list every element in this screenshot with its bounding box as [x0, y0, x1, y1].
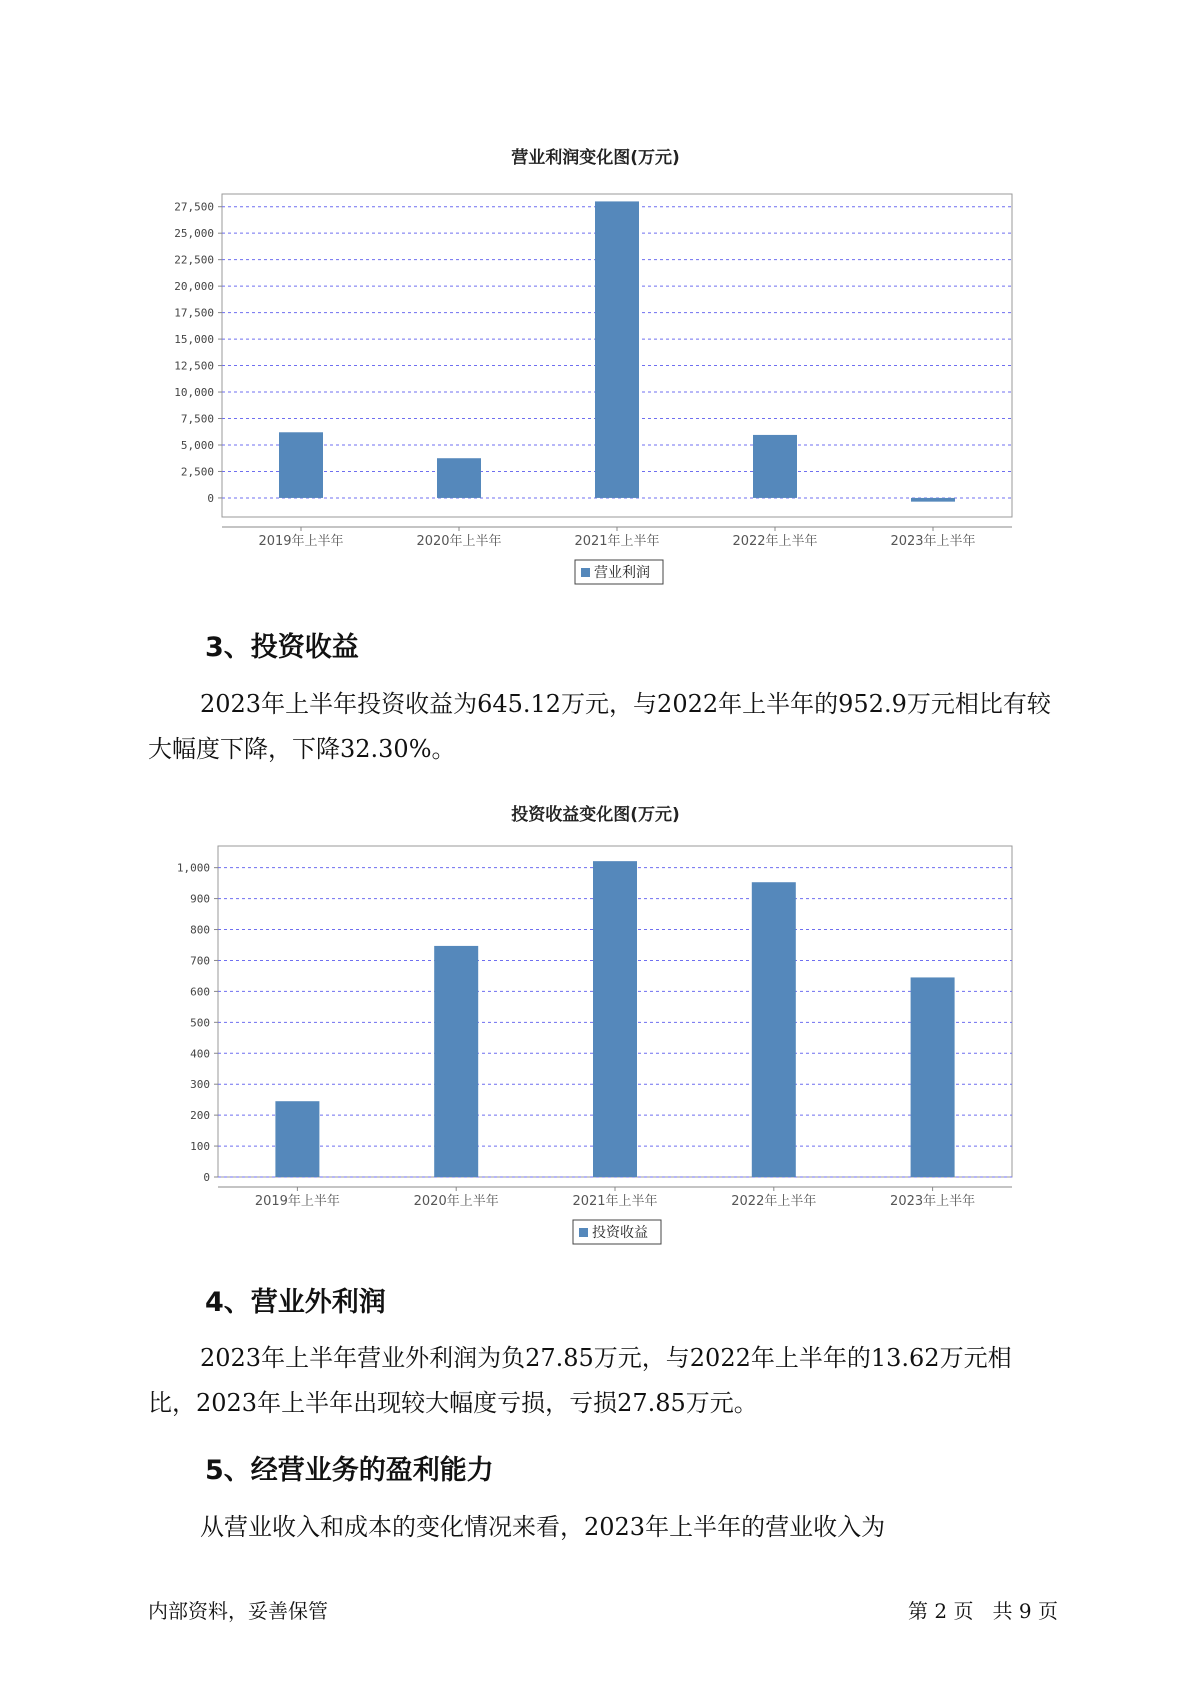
y-tick-label: 25,000	[174, 227, 214, 241]
y-tick-label: 10,000	[174, 386, 214, 400]
legend-label: 投资收益	[592, 1225, 648, 1241]
y-tick-label: 100	[190, 1140, 210, 1154]
y-tick-label: 200	[190, 1109, 210, 1123]
footer-confidential-note: 内部资料，妥善保管	[148, 1599, 328, 1623]
y-tick-label: 15,000	[174, 333, 214, 347]
legend-swatch	[579, 1228, 588, 1237]
x-tick-label: 2020年上半年	[413, 1194, 499, 1209]
x-tick-label: 2019年上半年	[258, 534, 344, 549]
y-tick-label: 2,500	[180, 465, 214, 479]
section-5-heading: 5、经营业务的盈利能力	[205, 1455, 494, 1486]
y-tick-label: 800	[190, 923, 210, 937]
legend-label: 营业利润	[594, 565, 650, 581]
x-tick-label: 2022年上半年	[732, 534, 818, 549]
section-4-paragraph: 2023年上半年营业外利润为负27.85万元，与2022年上半年的13.62万元相比，2023年上半年出现较大幅度亏损，亏损27.85万元。	[148, 1344, 1012, 1417]
section-3-paragraph: 2023年上半年投资收益为645.12万元，与2022年上半年的952.9万元相比有较大幅度下降，下降32.30%。	[148, 690, 1051, 763]
section-4-heading: 4、营业外利润	[205, 1287, 386, 1318]
y-tick-label: 5,000	[180, 438, 214, 452]
y-tick-label: 600	[190, 985, 210, 999]
y-tick-label: 12,500	[174, 359, 214, 373]
x-tick-label: 2022年上半年	[731, 1194, 817, 1209]
x-tick-label: 2021年上半年	[572, 1194, 658, 1209]
section-3-heading: 3、投资收益	[205, 632, 359, 663]
y-tick-label: 900	[190, 892, 210, 906]
footer-page-number: 第 2 页 共 9 页	[908, 1599, 1058, 1623]
bar	[593, 861, 637, 1177]
operating-profit-chart-title: 营业利润变化图(万元)	[511, 148, 680, 168]
bar	[275, 1101, 319, 1177]
y-tick-label: 0	[207, 491, 214, 505]
bar	[752, 882, 796, 1177]
y-tick-label: 20,000	[174, 280, 214, 294]
y-tick-label: 7,500	[180, 412, 214, 426]
x-tick-label: 2023年上半年	[890, 534, 976, 549]
y-tick-label: 0	[203, 1171, 210, 1184]
x-tick-label: 2023年上半年	[890, 1194, 976, 1209]
y-tick-label: 17,500	[174, 306, 214, 320]
x-tick-label: 2021年上半年	[574, 534, 660, 549]
y-tick-label: 500	[190, 1016, 210, 1030]
y-tick-label: 400	[190, 1047, 210, 1061]
y-tick-label: 27,500	[174, 200, 214, 214]
x-tick-label: 2019年上半年	[254, 1194, 340, 1209]
bar	[911, 977, 955, 1177]
bar	[434, 946, 478, 1177]
legend	[573, 1220, 661, 1244]
y-tick-label: 700	[190, 954, 210, 968]
investment-income-chart-title: 投资收益变化图(万元)	[511, 805, 680, 825]
y-tick-label: 22,500	[174, 253, 214, 267]
y-tick-label: 300	[190, 1078, 210, 1092]
section-5-paragraph: 从营业收入和成本的变化情况来看，2023年上半年的营业收入为	[200, 1513, 886, 1541]
y-tick-label: 1,000	[176, 861, 210, 875]
x-tick-label: 2020年上半年	[416, 534, 502, 549]
